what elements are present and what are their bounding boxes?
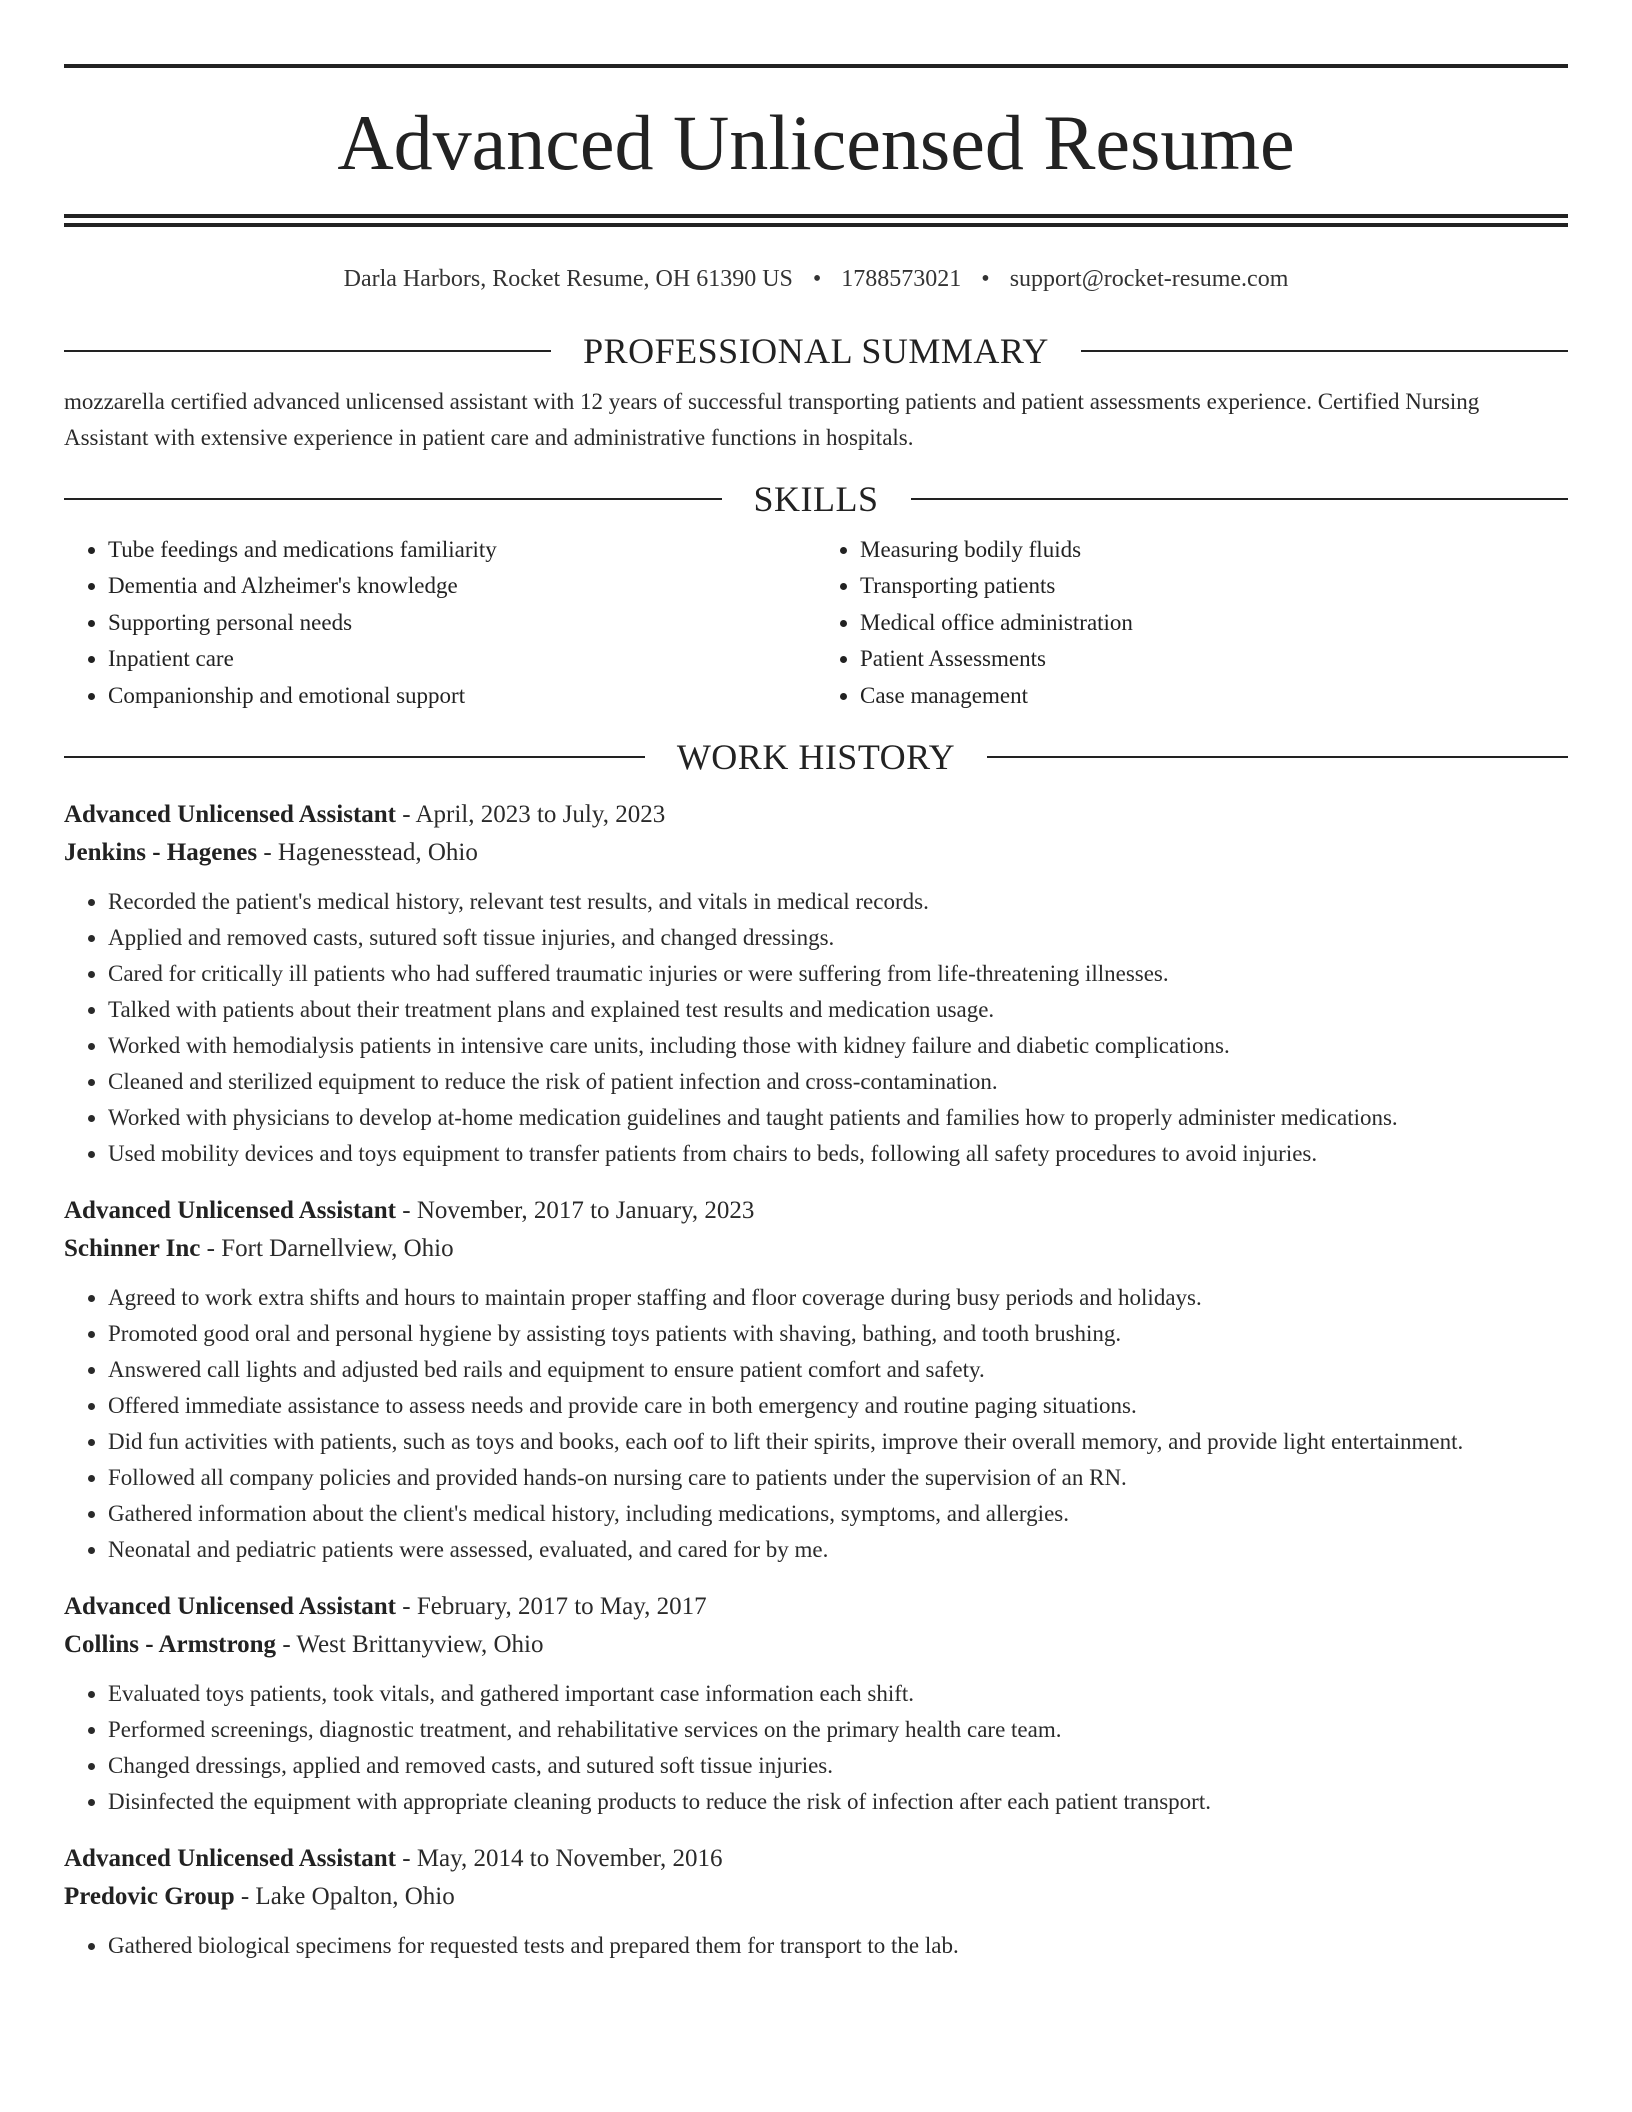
job-location: - Lake Opalton, Ohio (234, 1883, 455, 1911)
contact-separator: • (981, 266, 990, 292)
page-title: Advanced Unlicensed Resume (337, 99, 1295, 186)
job-bullets (64, 1676, 1568, 1820)
job-title-line (64, 1588, 1568, 1626)
job-entry (64, 1588, 1568, 1820)
contact-address: Darla Harbors, Rocket Resume, OH 61390 US (343, 266, 793, 292)
contact-line (64, 265, 1568, 294)
job-dates: - April, 2023 to July, 2023 (396, 801, 666, 829)
skill-item: • Inpatient care (108, 641, 816, 678)
job-bullet: • Disinfected the equipment with appropriate cleaning products to reduce the risk of infection after each patient transport. (108, 1784, 1568, 1820)
job-bullet: • Cared for critically ill patients who had suffered traumatic injuries or were suffering from life-threatening illnesses. (108, 956, 1568, 992)
skills-heading: SKILLS (753, 478, 879, 519)
skill-item: • Tube feedings and medications familiarity (108, 532, 816, 569)
skill-item: • Companionship and emotional support (108, 678, 816, 715)
summary-text: mozzarella certified advanced unlicensed assistant with 12 years of successful transporting patients and patient assessments experience. Certified Nursing Assistant with extensive experience in patient care and administrative functions in hospitals. (64, 388, 1480, 450)
job-title-line (64, 796, 1568, 834)
job-company: Predovic Group (64, 1883, 235, 1911)
summary-heading-row (64, 324, 1568, 378)
job-entry (64, 796, 1568, 1172)
job-company-line (64, 1626, 1568, 1664)
job-title: Advanced Unlicensed Assistant (64, 801, 396, 829)
job-bullet: • Recorded the patient's medical history, relevant test results, and vitals in medical records. (108, 884, 1568, 920)
job-company: Collins - Armstrong (64, 1631, 277, 1659)
job-bullet: • Answered call lights and adjusted bed rails and equipment to ensure patient comfort and safety. (108, 1352, 1568, 1388)
job-bullet: • Gathered information about the client's medical history, including medications, symptoms, and allergies. (108, 1496, 1568, 1532)
job-location: - Hagenesstead, Ohio (257, 839, 478, 867)
contact-phone: 1788573021 (841, 266, 962, 292)
job-company: Jenkins - Hagenes (64, 839, 258, 867)
job-bullets (64, 1928, 1568, 1964)
skill-item: • Medical office administration (860, 605, 1568, 642)
job-company-line (64, 1878, 1568, 1916)
job-bullet: • Cleaned and sterilized equipment to reduce the risk of patient infection and cross-contamination. (108, 1064, 1568, 1100)
job-entry (64, 1192, 1568, 1568)
divider (1081, 350, 1568, 352)
job-company-line (64, 1230, 1568, 1268)
job-company-line (64, 834, 1568, 872)
job-bullet: • Worked with hemodialysis patients in intensive care units, including those with kidney failure and diabetic complications. (108, 1028, 1568, 1064)
job-title: Advanced Unlicensed Assistant (64, 1197, 396, 1225)
job-company: Schinner Inc (64, 1235, 201, 1263)
job-bullets (64, 884, 1568, 1172)
job-dates: - November, 2017 to January, 2023 (396, 1197, 755, 1225)
job-bullet: • Followed all company policies and provided hands-on nursing care to patients under the supervision of an RN. (108, 1460, 1568, 1496)
skills-column-left (64, 532, 816, 715)
title-double-rule (64, 214, 1568, 227)
job-bullet: • Talked with patients about their treatment plans and explained test results and medication usage. (108, 992, 1568, 1028)
job-location: - West Brittanyview, Ohio (276, 1631, 544, 1659)
job-title: Advanced Unlicensed Assistant (64, 1845, 396, 1873)
job-bullet: • Applied and removed casts, sutured soft tissue injuries, and changed dressings. (108, 920, 1568, 956)
job-title: Advanced Unlicensed Assistant (64, 1593, 396, 1621)
skills-heading-row (64, 472, 1568, 526)
skill-item: • Transporting patients (860, 568, 1568, 605)
job-dates: - February, 2017 to May, 2017 (396, 1593, 707, 1621)
skills-column-right (816, 532, 1568, 715)
divider (987, 756, 1568, 758)
skill-item: • Case management (860, 678, 1568, 715)
contact-email: support@rocket-resume.com (1009, 266, 1289, 292)
job-bullet: • Neonatal and pediatric patients were assessed, evaluated, and cared for by me. (108, 1532, 1568, 1568)
job-bullet: • Worked with physicians to develop at-home medication guidelines and taught patients and families how to properly administer medications. (108, 1100, 1568, 1136)
job-bullet: • Used mobility devices and toys equipment to transfer patients from chairs to beds, following all safety procedures to avoid injuries. (108, 1136, 1568, 1172)
job-bullet: • Offered immediate assistance to assess needs and provide care in both emergency and routine paging situations. (108, 1388, 1568, 1424)
job-bullet: • Agreed to work extra shifts and hours to maintain proper staffing and floor coverage during busy periods and holidays. (108, 1280, 1568, 1316)
divider (64, 498, 722, 500)
divider (64, 350, 551, 352)
work-heading-row (64, 730, 1568, 784)
job-bullet: • Did fun activities with patients, such as toys and books, each oof to lift their spirits, improve their overall memory, and provide light entertainment. (108, 1424, 1568, 1460)
job-dates: - May, 2014 to November, 2016 (396, 1845, 723, 1873)
job-title-line (64, 1192, 1568, 1230)
skill-item: • Dementia and Alzheimer's knowledge (108, 568, 816, 605)
skill-item: • Measuring bodily fluids (860, 532, 1568, 569)
job-bullet: • Promoted good oral and personal hygiene by assisting toys patients with shaving, bathing, and tooth brushing. (108, 1316, 1568, 1352)
skill-item: • Patient Assessments (860, 641, 1568, 678)
divider (64, 756, 645, 758)
divider (911, 498, 1569, 500)
skill-item: • Supporting personal needs (108, 605, 816, 642)
job-entry (64, 1840, 1568, 1964)
work-heading: WORK HISTORY (676, 737, 956, 778)
work-history-list (64, 796, 1568, 1964)
top-rule (64, 64, 1568, 68)
job-bullets (64, 1280, 1568, 1568)
job-bullet: • Evaluated toys patients, took vitals, and gathered important case information each shift. (108, 1676, 1568, 1712)
skills-list (64, 532, 1568, 715)
job-title-line (64, 1840, 1568, 1878)
job-bullet: • Performed screenings, diagnostic treatment, and rehabilitative services on the primary health care team. (108, 1712, 1568, 1748)
summary-heading: PROFESSIONAL SUMMARY (583, 330, 1049, 371)
job-bullet: • Gathered biological specimens for requested tests and prepared them for transport to the lab. (108, 1928, 1568, 1964)
job-bullet: • Changed dressings, applied and removed casts, and sutured soft tissue injuries. (108, 1748, 1568, 1784)
job-location: - Fort Darnellview, Ohio (200, 1235, 454, 1263)
contact-separator: • (812, 266, 822, 292)
